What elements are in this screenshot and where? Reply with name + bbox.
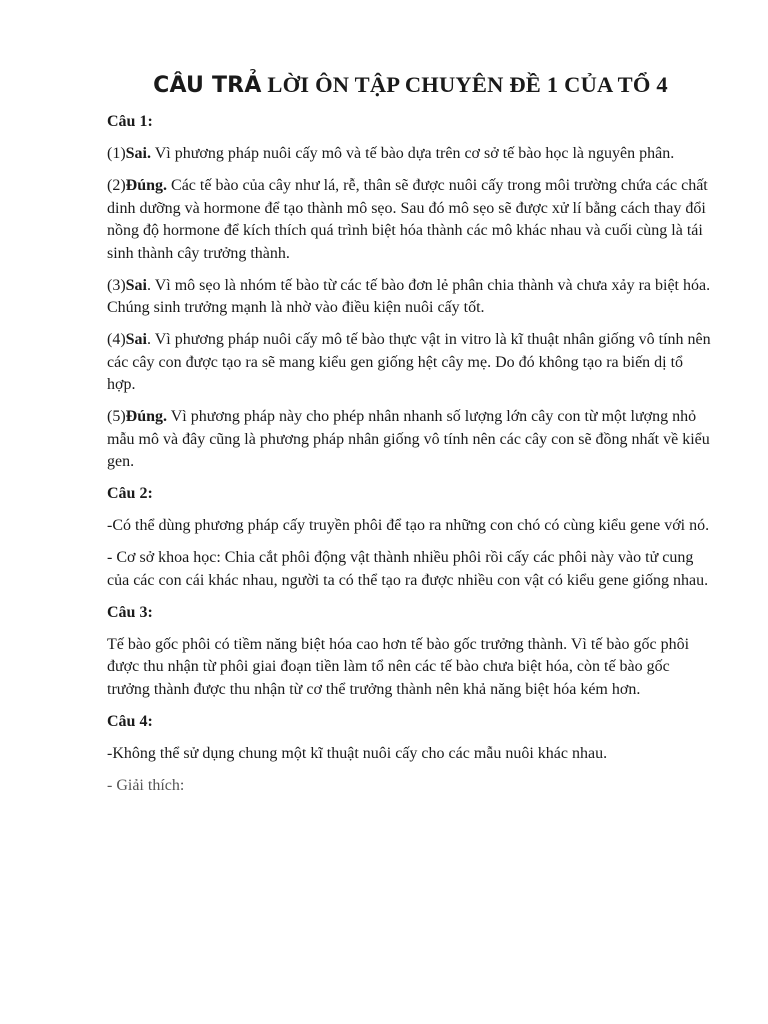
answer-verdict: Đúng.	[125, 408, 168, 425]
q3-paragraph-1: Tế bào gốc phôi có tiềm năng biệt hóa cao hơn tế bào gốc trưởng thành. Vì tế bào gốc phôi được thu nhận từ phôi giai đoạn tiền làm tổ nên các tế bào chưa biệt hóa, còn tế bào gốc trưởng thành được thu nhận từ cơ thể trưởng thành nên khả năng biệt hóa kém hơn.	[107, 635, 690, 698]
q1-answer-2	[107, 175, 714, 265]
q1-answer-4	[107, 329, 714, 397]
q4-explanation-label: - Giải thích:	[107, 776, 185, 794]
answer-text: . Vì mô sẹo là nhóm tế bào từ các tế bào đơn lẻ phân chia thành và chưa xảy ra biệt hóa. Chúng sinh trưởng mạnh là nhờ vào điều kiện nuôi cấy tốt.	[107, 276, 711, 316]
answer-text: Vì phương pháp nuôi cấy mô và tế bào dựa trên cơ sở tế bào học là nguyên phân.	[151, 145, 675, 162]
answer-verdict: Sai	[125, 276, 147, 294]
title-part-2: LỜI ÔN TẬP CHUYÊN ĐỀ 1 CỦA TỔ 4	[261, 72, 668, 97]
question-1-heading: Câu 1:	[107, 113, 153, 130]
question-3-heading: Câu 3:	[107, 603, 153, 621]
answer-number: (5)	[107, 408, 126, 425]
answer-verdict: Đúng.	[125, 177, 168, 194]
answer-number: (3)	[107, 276, 126, 294]
question-4-heading: Câu 4:	[107, 712, 153, 730]
q1-answer-1	[107, 143, 714, 166]
q2-paragraph-2: - Cơ sở khoa học: Chia cắt phôi động vật thành nhiều phôi rồi cấy các phôi này vào tử cung của các con cái khác nhau, người ta có thể tạo ra được nhiều con vật có kiểu gene giống nhau.	[107, 549, 709, 589]
q4-paragraph-1: -Không thể sử dụng chung một kĩ thuật nuôi cấy cho các mẫu nuôi khác nhau.	[107, 744, 608, 762]
q2-paragraph-1: -Có thể dùng phương pháp cấy truyền phôi để tạo ra những con chó có cùng kiểu gene với nó.	[107, 517, 710, 534]
question-2-heading: Câu 2:	[107, 485, 153, 502]
answer-verdict: Sai.	[125, 145, 151, 162]
answer-number: (2)	[107, 177, 126, 194]
answer-number: (1)	[107, 145, 126, 162]
answer-text: Vì phương pháp này cho phép nhân nhanh số lượng lớn cây con từ một lượng nhỏ mẫu mô và đây cũng là phương pháp nhân giống vô tính nên các cây con sẽ đồng nhất về kiểu gen.	[107, 408, 710, 470]
answer-number: (4)	[107, 331, 126, 348]
q1-answer-3	[107, 275, 714, 320]
answer-text: . Vì phương pháp nuôi cấy mô tế bào thực vật in vitro là kĩ thuật nhân giống vô tính nên các cây con được tạo ra sẽ mang kiểu gen giống hệt cây mẹ. Do đó không tạo ra biến dị tổ hợp.	[107, 331, 711, 393]
answer-verdict: Sai	[125, 331, 147, 348]
answer-text: Các tế bào của cây như lá, rễ, thân sẽ được nuôi cấy trong môi trường chứa các chất dinh dưỡng và hormone để tạo thành mô sẹo. Sau đó mô sẹo sẽ được xử lí bằng cách thay đổi nồng độ hormone để kích thích quá trình biệt hóa thành các mô khác nhau và cuối cùng là tái sinh thành cây trưởng thành.	[107, 177, 708, 262]
q1-answer-5	[107, 406, 714, 474]
title-part-1: CÂU TRẢ	[153, 73, 262, 98]
document-title	[0, 70, 768, 101]
